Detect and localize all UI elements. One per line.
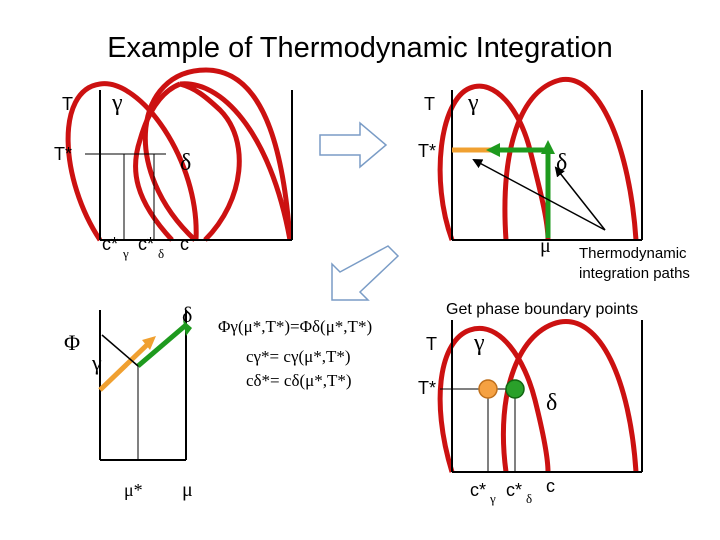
y-label-Tstar: T* (418, 141, 436, 161)
x-label-c-delta: c* (506, 480, 523, 500)
panel-bottom-right (418, 301, 642, 506)
y-label-T: T (426, 334, 437, 354)
phase-label-gamma: γ (468, 90, 479, 116)
phi-gamma-line (100, 342, 150, 390)
x-label-c-gamma-sub: γ (490, 491, 496, 506)
equations (218, 317, 372, 390)
x-label-c: c (180, 234, 189, 254)
y-label-T: T (424, 94, 435, 114)
phase-label-delta: δ (556, 150, 568, 176)
phase-label-gamma: γ (92, 350, 102, 375)
x-label-mu: μ (540, 235, 551, 257)
phase-boundary-curve-right (505, 79, 636, 240)
phase-label-delta: δ (182, 302, 193, 327)
phase-label-delta: δ (546, 390, 558, 416)
annotation-line-2: integration paths (579, 265, 690, 282)
pointer-line-1 (474, 160, 605, 230)
x-label-c-delta-sub: δ (158, 246, 165, 261)
equation-equilibrium: Φγ(μ*,T*)=Φδ(μ*,T*) (218, 317, 373, 336)
green-arrowhead-top (541, 140, 555, 154)
x-label-c-delta: c* (138, 234, 155, 254)
equation-c-gamma: cγ*= cγ(μ*,T*) (246, 347, 351, 366)
phase-label-delta: δ (180, 150, 192, 176)
y-label-Tstar: T* (54, 144, 72, 164)
panel-top-left (54, 70, 292, 261)
phase-label-gamma: γ (112, 90, 123, 116)
phase-boundary-curve-left (440, 328, 548, 472)
pointer-line-2 (556, 168, 605, 230)
phase-boundary-curve-right (503, 321, 636, 472)
flow-arrow-diagonal (332, 246, 398, 300)
y-label-Tstar: T* (418, 378, 436, 398)
x-label-c-gamma: c* (470, 480, 487, 500)
phase-label-gamma: γ (474, 330, 485, 356)
x-label-mu: μ (182, 479, 193, 501)
boundary-point-gamma (479, 380, 497, 398)
flow-arrow-right (320, 123, 386, 167)
y-label-phi: Φ (64, 330, 81, 355)
panel-top-right (418, 79, 642, 257)
boundary-point-delta (506, 380, 524, 398)
equation-c-delta: cδ*= cδ(μ*,T*) (246, 371, 352, 390)
annotation-line-1: Thermodynamic (579, 245, 687, 262)
x-label-c-delta-sub: δ (526, 491, 533, 506)
x-label-c: c (546, 476, 555, 496)
green-arrowhead (486, 143, 500, 157)
panel-bottom-left (64, 302, 193, 501)
page-title: Example of Thermodynamic Integration (107, 32, 613, 64)
panel-heading: Get phase boundary points (446, 301, 639, 318)
x-label-mustar: μ* (124, 480, 143, 500)
intersection-line-1 (102, 335, 138, 366)
x-label-c-gamma: c* (102, 234, 119, 254)
phase-boundary-curve-left (440, 86, 548, 240)
y-label-T: T (62, 94, 73, 114)
x-label-c-gamma-sub: γ (123, 246, 129, 261)
